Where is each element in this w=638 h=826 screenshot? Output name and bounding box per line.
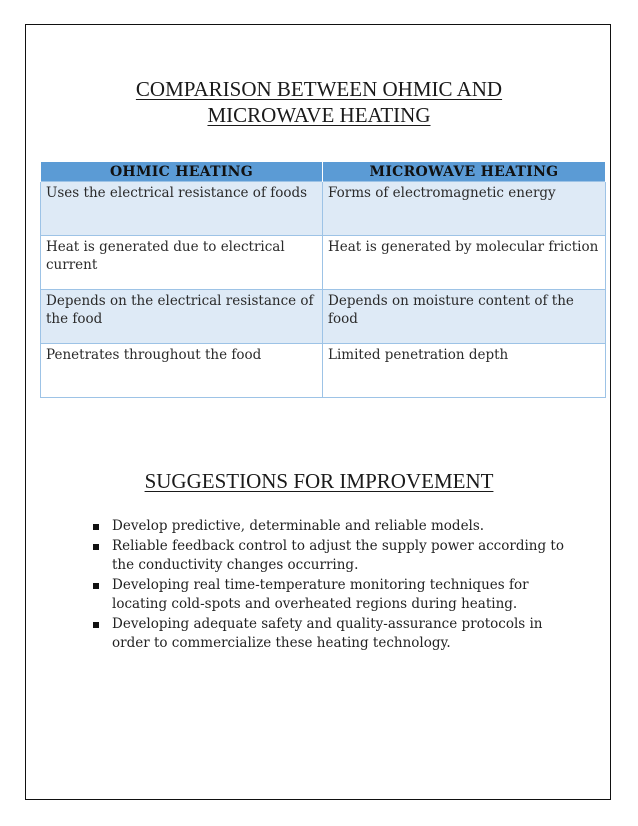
- suggestion-text: Reliable feedback control to adjust the supply power according to the conductivity changes occurring.: [112, 537, 564, 573]
- square-bullet-icon: [93, 544, 99, 550]
- table-header-row: [41, 162, 606, 182]
- table-cell-ohmic: Penetrates throughout the food: [41, 344, 323, 398]
- table-row: [41, 344, 606, 398]
- suggestion-text: Developing adequate safety and quality-assurance protocols in order to commercialize these heating technology.: [112, 615, 543, 651]
- table-row: [41, 290, 606, 344]
- page-border: [25, 24, 611, 800]
- header-ohmic-heating: OHMIC HEATING: [41, 162, 323, 182]
- table-cell-ohmic: Heat is generated due to electrical current: [41, 236, 323, 290]
- comparison-title-line2: MICROWAVE HEATING: [207, 103, 431, 127]
- suggestions-title: SUGGESTIONS FOR IMPROVEMENT: [144, 469, 494, 493]
- list-item: [90, 615, 580, 654]
- suggestion-text: Developing real time-temperature monitoring techniques for locating cold-spots and overheated regions during heating.: [112, 576, 529, 612]
- table-cell-microwave: Depends on moisture content of the food: [323, 290, 606, 344]
- square-bullet-icon: [93, 622, 99, 628]
- table-cell-microwave: Forms of electromagnetic energy: [323, 182, 606, 236]
- list-item: [90, 537, 580, 576]
- list-item: [90, 517, 580, 537]
- list-item: [90, 576, 580, 615]
- comparison-title: [0, 76, 638, 128]
- suggestions-list: [90, 517, 580, 654]
- table-cell-ohmic: Depends on the electrical resistance of the food: [41, 290, 323, 344]
- table-cell-ohmic: Uses the electrical resistance of foods: [41, 182, 323, 236]
- suggestion-text: Develop predictive, determinable and reliable models.: [112, 518, 485, 534]
- header-microwave-heating: MICROWAVE HEATING: [323, 162, 606, 182]
- table-cell-microwave: Heat is generated by molecular friction: [323, 236, 606, 290]
- table-cell-microwave: Limited penetration depth: [323, 344, 606, 398]
- square-bullet-icon: [93, 524, 99, 530]
- comparison-title-line1: COMPARISON BETWEEN OHMIC AND: [135, 77, 503, 101]
- table-row: [41, 182, 606, 236]
- square-bullet-icon: [93, 583, 99, 589]
- comparison-table: [40, 162, 606, 398]
- table-row: [41, 236, 606, 290]
